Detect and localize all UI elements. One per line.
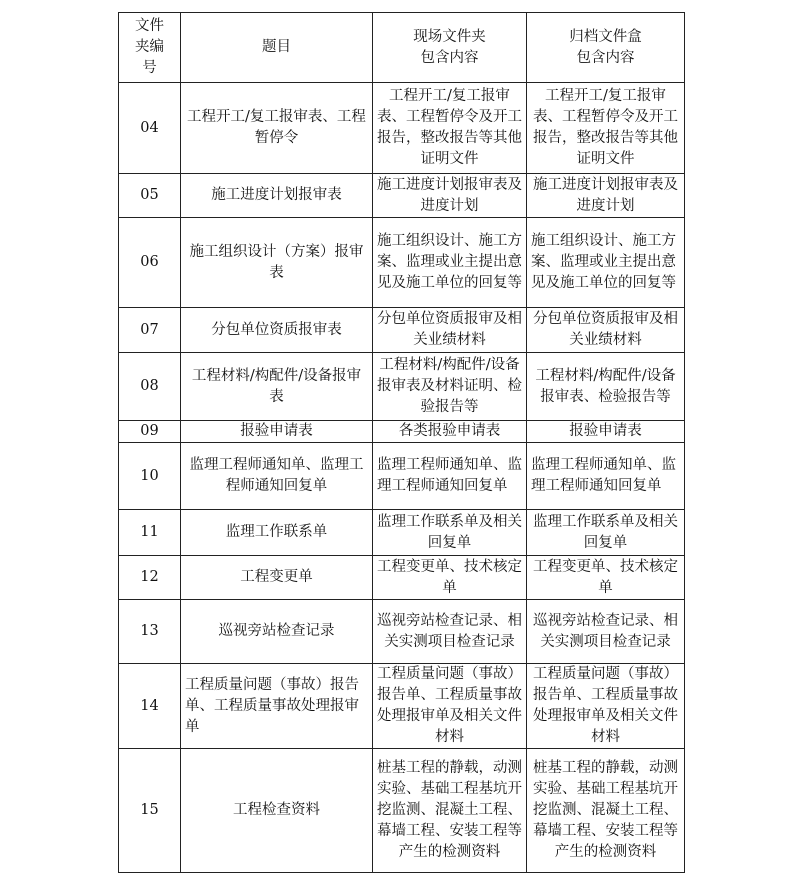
row-title: 监理工作联系单 xyxy=(181,510,373,556)
folder-no: 04 xyxy=(119,83,181,174)
table-row xyxy=(119,749,685,873)
folder-no: 05 xyxy=(119,174,181,218)
table-row xyxy=(119,443,685,510)
site-folder-content: 工程开工/复工报审表、工程暂停令及开工报告，整改报告等其他证明文件 xyxy=(373,83,527,174)
row-title: 工程材料/构配件/设备报审表 xyxy=(181,353,373,421)
folder-no: 07 xyxy=(119,308,181,353)
table-row xyxy=(119,353,685,421)
site-folder-content: 监理工程师通知单、监理工程师通知回复单 xyxy=(373,443,527,510)
folder-no: 06 xyxy=(119,218,181,308)
folder-no: 12 xyxy=(119,556,181,600)
archive-box-content: 工程变更单、技术核定单 xyxy=(527,556,685,600)
site-folder-content: 桩基工程的静载，动测实验、基础工程基坑开挖监测、混凝土工程、幕墙工程、安装工程等产生的检测资料 xyxy=(373,749,527,873)
header-row xyxy=(119,13,685,83)
folder-no: 15 xyxy=(119,749,181,873)
archive-table xyxy=(118,12,685,873)
header-folder-no: 文件 夹编 号 xyxy=(119,13,181,83)
site-folder-content: 施工进度计划报审表及进度计划 xyxy=(373,174,527,218)
header-title: 题目 xyxy=(181,13,373,83)
archive-box-content: 工程质量问题（事故）报告单、工程质量事故处理报审单及相关文件材料 xyxy=(527,664,685,749)
archive-box-content: 报验申请表 xyxy=(527,421,685,443)
archive-box-content: 巡视旁站检查记录、相关实测项目检查记录 xyxy=(527,600,685,664)
table-row xyxy=(119,83,685,174)
row-title: 工程质量问题（事故）报告单、工程质量事故处理报审单 xyxy=(181,664,373,749)
folder-no: 14 xyxy=(119,664,181,749)
site-folder-content: 分包单位资质报审及相关业绩材料 xyxy=(373,308,527,353)
folder-no: 08 xyxy=(119,353,181,421)
folder-no: 13 xyxy=(119,600,181,664)
table-row xyxy=(119,174,685,218)
table-row xyxy=(119,556,685,600)
archive-box-content: 施工进度计划报审表及进度计划 xyxy=(527,174,685,218)
header-site-folder: 现场文件夹 包含内容 xyxy=(373,13,527,83)
archive-box-content: 监理工程师通知单、监理工程师通知回复单 xyxy=(527,443,685,510)
row-title: 施工组织设计（方案）报审表 xyxy=(181,218,373,308)
row-title: 分包单位资质报审表 xyxy=(181,308,373,353)
folder-no: 11 xyxy=(119,510,181,556)
site-folder-content: 监理工作联系单及相关回复单 xyxy=(373,510,527,556)
site-folder-content: 工程质量问题（事故）报告单、工程质量事故处理报审单及相关文件材料 xyxy=(373,664,527,749)
archive-box-content: 施工组织设计、施工方案、监理或业主提出意见及施工单位的回复等 xyxy=(527,218,685,308)
site-folder-content: 施工组织设计、施工方案、监理或业主提出意见及施工单位的回复等 xyxy=(373,218,527,308)
table-row xyxy=(119,218,685,308)
archive-box-content: 分包单位资质报审及相关业绩材料 xyxy=(527,308,685,353)
site-folder-content: 各类报验申请表 xyxy=(373,421,527,443)
header-archive-box: 归档文件盒 包含内容 xyxy=(527,13,685,83)
row-title: 报验申请表 xyxy=(181,421,373,443)
folder-no: 10 xyxy=(119,443,181,510)
row-title: 监理工程师通知单、监理工程师通知回复单 xyxy=(181,443,373,510)
row-title: 工程开工/复工报审表、工程暂停令 xyxy=(181,83,373,174)
archive-box-content: 工程材料/构配件/设备报审表、检验报告等 xyxy=(527,353,685,421)
site-folder-content: 巡视旁站检查记录、相关实测项目检查记录 xyxy=(373,600,527,664)
row-title: 工程检查资料 xyxy=(181,749,373,873)
row-title: 施工进度计划报审表 xyxy=(181,174,373,218)
archive-box-content: 监理工作联系单及相关回复单 xyxy=(527,510,685,556)
site-folder-content: 工程材料/构配件/设备报审表及材料证明、检验报告等 xyxy=(373,353,527,421)
table-row xyxy=(119,510,685,556)
archive-box-content: 桩基工程的静载，动测实验、基础工程基坑开挖监测、混凝土工程、幕墙工程、安装工程等产生的检测资料 xyxy=(527,749,685,873)
table-row xyxy=(119,664,685,749)
site-folder-content: 工程变更单、技术核定单 xyxy=(373,556,527,600)
folder-no: 09 xyxy=(119,421,181,443)
table-row xyxy=(119,421,685,443)
table-row xyxy=(119,600,685,664)
row-title: 工程变更单 xyxy=(181,556,373,600)
archive-box-content: 工程开工/复工报审表、工程暂停令及开工报告，整改报告等其他证明文件 xyxy=(527,83,685,174)
row-title: 巡视旁站检查记录 xyxy=(181,600,373,664)
table-row xyxy=(119,308,685,353)
